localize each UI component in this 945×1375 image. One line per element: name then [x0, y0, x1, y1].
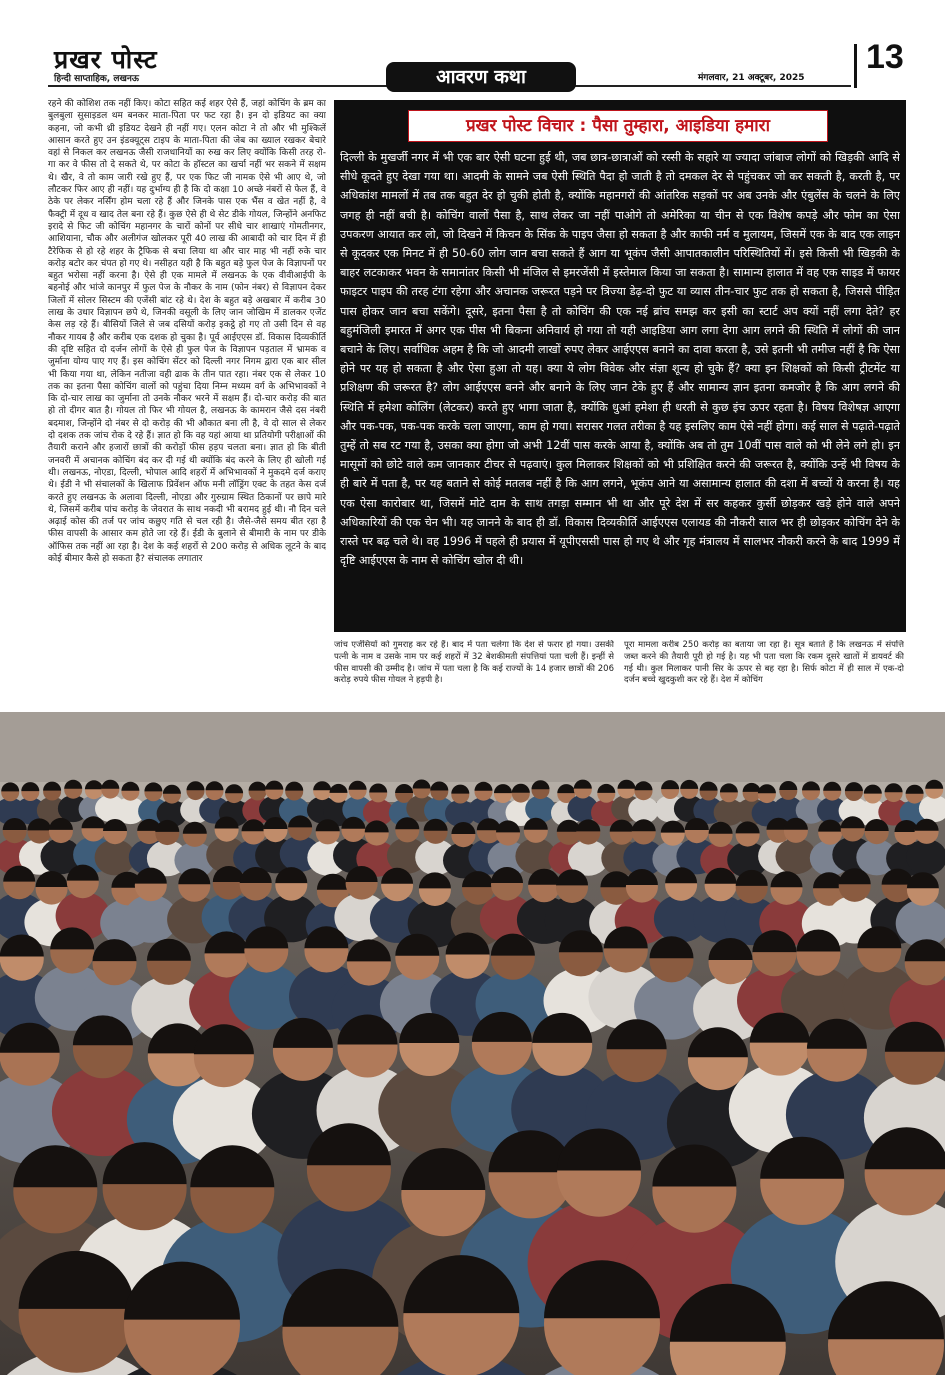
newspaper-brand: प्रखर पोस्ट	[54, 45, 158, 74]
lower-columns	[334, 640, 906, 706]
lower-column-2-text: पूरा मामला करीब 250 करोड़ का बताया जा रहा है। सूत्र बताते हैं कि लखनऊ में संपत्ति जब्त करने की तैयारी पूरी हो गई है। यह भी पता चला कि रकम दूसरे खातों में डायवर्ट की गई थी। कुल मिलाकर पानी सिर के ऊपर से बह रहा है। सिर्फ कोटा में ही साल में एक-दो दर्जन बच्चे खुदकुशी कर रहे हैं। देश में कोचिंग	[624, 640, 904, 686]
left-column	[48, 98, 326, 706]
section-label: आवरण कथा	[386, 62, 576, 92]
masthead	[48, 40, 908, 92]
header-divider	[854, 44, 857, 88]
lower-column-2	[624, 640, 904, 706]
classroom-photo	[0, 712, 945, 1375]
page-number: 13	[866, 38, 904, 76]
opinion-box	[334, 100, 906, 632]
photo-ceiling	[0, 712, 945, 782]
opinion-box-body	[340, 148, 900, 626]
newspaper-subtitle: हिन्दी साप्ताहिक, लखनऊ	[54, 74, 139, 84]
student-body	[525, 796, 556, 823]
lower-column-1-text: जांच एजेंसियों को गुमराह कर रहे हैं। बाद में पता चलेगा कि देश से फरार हो गया। उसकी पत्नी के नाम व उसके नाम पर कई शहरों में 32 बेशकीमती संपत्तियां पता चली हैं। इन्हीं से फीस वापसी की उम्मीद है। जांच में पता चला है कि कई राज्यों के 14 हजार छात्रों की 206 करोड़ रुपये फीस गोयल ने हड़पी है।	[334, 640, 614, 686]
lower-column-1	[334, 640, 614, 706]
opinion-box-title: प्रखर पोस्ट विचार : पैसा तुम्हारा, आइडिया हमारा	[408, 110, 828, 142]
left-column-text: रहने की कोशिश तक नहीं किए। कोटा सहित कई शहर ऐसे हैं, जहां कोचिंग के ब्रम का बुलबुला सुसाइडल थम बनकर माता-पिता पर फट रहा है। इन दो इडियट का क्या कहना, जो कभी थ्री इडियट देखने ही नहीं गए। एलन कोटा ने तो और भी मुश्किलें आसान करते हुए उन इंडक्यूट्स टाइप के माता-पिता की जेब का ख्याल रखकर बेचारे वहां से निकल कर लखनऊ जैसी राजधानियों का रुख कर लिए क्योंकि किसी तरह रो-गा कर वे फीस तो दे सकते थे, पर कोटा के हॉस्टल का खर्चा नहीं भर सकने में सक्षम थे। खैर, वे तो काम जारी रखे हुए हैं, पर एक फिट जी नामक ऐसे भी आए थे, जो लौटकर फिर आए ही नहीं। यह दुर्भाग्य ही है कि दो कक्षा 10 अच्छे नंबरों से फेल हैं, वे ठेके पर लेकर नर्सिंग होम चला रहे हैं और जिनके पास एक भैंस व खेत नहीं है, वे फैक्ट्री में दूध व खाद तेल बना रहे हैं। कुछ ऐसे ही थे सेट डीके गोयल, जिन्होंने अनफिट इरादे से फिट जी कोचिंग महानगर के चारों कोनों पर सीधे चार शाखाएं गोमतीनगर, आशियाना, चौक और अलीगंज खोलकर पूरी 40 लाख की आबादी को चार दिन में ही टैरेफिक से हो रहे शहर के ट्रैफिक से बचा लिया था और चार माह भी नहीं रुके चार करोड़ बटोर कर चंपत हो गए थे। नसीहत यही है कि बहुत बड़े फुल पेज के विज्ञापनों पर बहुत भरोसा नहीं करना है। ऐसे ही एक मामले में लखनऊ के एक वीवीआईपी के बहनोई और भांजे कानपुर में फुल पेज के नौकर के नाम (फोन नंबर) से विज्ञापन देकर जिलों में सोलर सिस्टम की एजेंसी बांट रहे थे। देश के बहुत बड़े अखबार में करीब 30 लाख के उधार विज्ञापन छपे थे, जिनकी वसूली के लिए जान जोखिम में डालकर एजेंट केस लड़ रहे हैं। बीसियों जिले से जब दसियों करोड़ इकट्ठे हो गए तो उसी दिन से वह नौकर गायब है और करीब एक दशक हो चुका है। पूर्व आईएएस डॉ. विकास दिव्यकीर्ति की दृष्टि सहित दो दर्जन लोगों के ऐसे ही फुल पेज के विज्ञापन पड़ताल में भ्रामक व जुर्माना योग्य पाए गए हैं। इस कोचिंग सेंटर को दिल्ली नगर निगम द्वारा एक बार सील भी किया गया था, लेकिन नतीजा वही ढाक के तीन पात रहा। नंबर एक से लेकर 10 तक का इतना पैसा कोचिंग वालों को पहुंचा दिया निम्न मध्यम वर्ग के अभिभावकों ने कि दो-चार लाख का जुर्माना तो उनके नौकर भरने में सक्षम हैं। दो-चार करोड़ की बात हो तो दीगर बात है। गोयल तो फिर भी गोयल है, लखनऊ के कामरान जैसे दस नंबरी बदमाश, जिन्होंने दो नंबर से दो करोड़ की भी औकात बना ली है, वे दो साल से लेकर दो दशक तक जांच रोक दे रहे हैं। ज्ञात हो कि वह यहां आया था प्रतियोगी परीक्षाओं की तैयारी कराने और हजारों छात्रों की करोड़ों फीस हड़प चलता बना। ज्ञात हो कि बीती जनवरी में अचानक कोचिंग बंद कर दी गई थी क्योंकि बंद करने के लिए ही खोली गई थी। लखनऊ, नोएडा, दिल्ली, भोपाल आदि शहरों में अभिभावकों ने मुकदमे दर्ज कराए थे। ईडी ने भी संचालकों के खिलाफ प्रिवेंशन ऑफ मनी लॉड्रिंग एक्ट के तहत केस दर्ज करते हुए लखनऊ के अलावा दिल्ली, नोएडा और गुरुग्राम स्थित ठिकानों पर छापे मारे थे, जिसमें करीब पांच करोड़ के जेवरात के साथ नकदी भी बरामद हुई थी। नौ दिन चले अढ़ाई कोस की तर्ज पर जांच कछुए गति से चल रही है। जैसे-जैसे समय बीत रहा है फीस वापसी के आसार कम होते जा रहे हैं। ईडी के बुलाने से बीमारी के नाम पर डीके ऑफिस तक नहीं आ रहा है। देश के कई शहरों से 200 करोड़ से अधिक लूटने के बाद कोई बीमार कैसे हो सकता है? संचालक लगातार	[48, 99, 326, 564]
issue-date: मंगलवार, 21 अक्टूबर, 2025	[698, 73, 805, 83]
classroom-photo-image	[0, 712, 945, 1375]
opinion-box-text: दिल्ली के मुखर्जी नगर में भी एक बार ऐसी घटना हुई थी, जब छात्र-छात्राओं को रस्सी के सहारे या ज्यादा जांबाज लोगों को खिड़की आदि से सीधे कूदते हुए देखा गया था। आदमी के सामने जब ऐसी स्थिति पैदा हो जाती है तो दमकल देर से पहुंचकर जो कर सकती है, करती है, पर अधिकांश मामलों में तब तक बहुत देर हो चुकी होती है, क्योंकि महानगरों की आंतरिक सड़कों पर अब उनके और एंबुलेंस के चलने के लिए जगह ही नहीं बची है। कोचिंग वालों पैसा है, साथ लेकर जा नहीं पाओगे तो अमेरिका या चीन से एक विशेष कपड़े और फोम का ऐसा उपकरण आयात कर लो, जो दिखने में किचन के सिंक के पाइप जैसा हो सकता है और काफी नर्म व मुलायम, जिसमें एक के बाद एक लाइन से कूदकर एक मिनट में ही 50-60 लोग जान बचा सकते हैं आग या भूकंप जैसी आपातकालीन परिस्थितियों में। इसे किसी भी खिड़की के बाहर लटकाकर भवन के समानांतर किसी भी मंजिल से इमरजेंसी में इस्तेमाल किया जा सकता है। सामान्य हालात में वह एक साइड में फायर फाइटर पाइप की तरह टंगा रहेगा और अचानक जरूरत पड़ने पर त्रिज्या डेढ़-दो फुट या व्यास तीन-चार फुट तक हो सकता है, जिससे पीड़ित पास होकर जान बचा सकेंगे। दूसरे, इतना पैसा है तो कोचिंग की एक नई ब्रांच समझ कर इसी का स्टार्ट अप क्यों नहीं लगा देते? हर बहुमंजिली इमारत में अगर एक पीस भी बिकना अनिवार्य हो गया तो यही आइडिया आग लगा देगा आग लगने की स्थिति में लोगों की जान बचाने के लिए। सर्वाधिक अहम है कि जो आदमी लाखों रुपए लेकर आईएएस बनाने का दावा करता है, उसे इतनी भी तमीज नहीं है कि ऐसा होने पर यह हो सकता है और ऐसा हुआ तो यह। क्या ये लोग विवेक और संज्ञा शून्य हो चुके हैं? क्या इन शिक्षकों को किसी ट्रीटमेंट या प्रशिक्षण की जरूरत है? लोग आईएएस बनने और बनाने के लिए जान टेके हुए हैं और सामान्य ज्ञान इतना कमजोर है कि आग लगने की स्थिति में हमेशा कोलिंग (लेटकर) करते हुए भागा जाता है, क्योंकि धुआं हमेशा ही धरती से कुछ इंच ऊपर रहता है। विषय विशेषज्ञ आएगा और पक-पक, पक-पक करके चला जाएगा, काम हो गया। सरासर गलत तरीका है यह इसलिए काम ऐसे नहीं होगा। कई साल से पढ़ाते-पढ़ाते तुम्हें तो सब रट गया है, उसका क्या होगा जो अभी 12वीं पास करके आया है, क्योंकि अब तो तुम 10वीं पास वाले को भी लेने लगे हो। इन मासूमों को छोटे वाले कम जानकार टीचर से पढ़वाएं। कुल मिलाकर शिक्षकों को भी प्रशिक्षित करने की जरूरत है, क्योंकि उन्हें भी विषय के ही बारे में पता है, पर यह बताने से कोई मतलब नहीं है कि आग लगने, भूकंप आने या असामान्य हालात की दशा में बच्चों ये करना है। यह एक ऐसा कारोबार था, जिसमें मोटे दाम के साथ तगड़ा सम्मान भी था और पूरे देश में सर कहकर कुर्सी छोड़कर खड़े होने वाले अपने अधिकारियों की एक चेन भी। यह जानने के बाद ही डॉ. विकास दिव्यकीर्ति आईएएस एलायड की नौकरी साल भर ही छोड़कर कोचिंग देने के रास्ते पर बढ़ चले थे। वह 1996 में पहले ही प्रयास में यूपीएससी पास हो गए थे और गृह मंत्रालय में सालभर नौकरी करने के बाद 1999 में दृष्टि आईएएस के नाम से कोचिंग खोल दी थी।	[340, 151, 900, 568]
